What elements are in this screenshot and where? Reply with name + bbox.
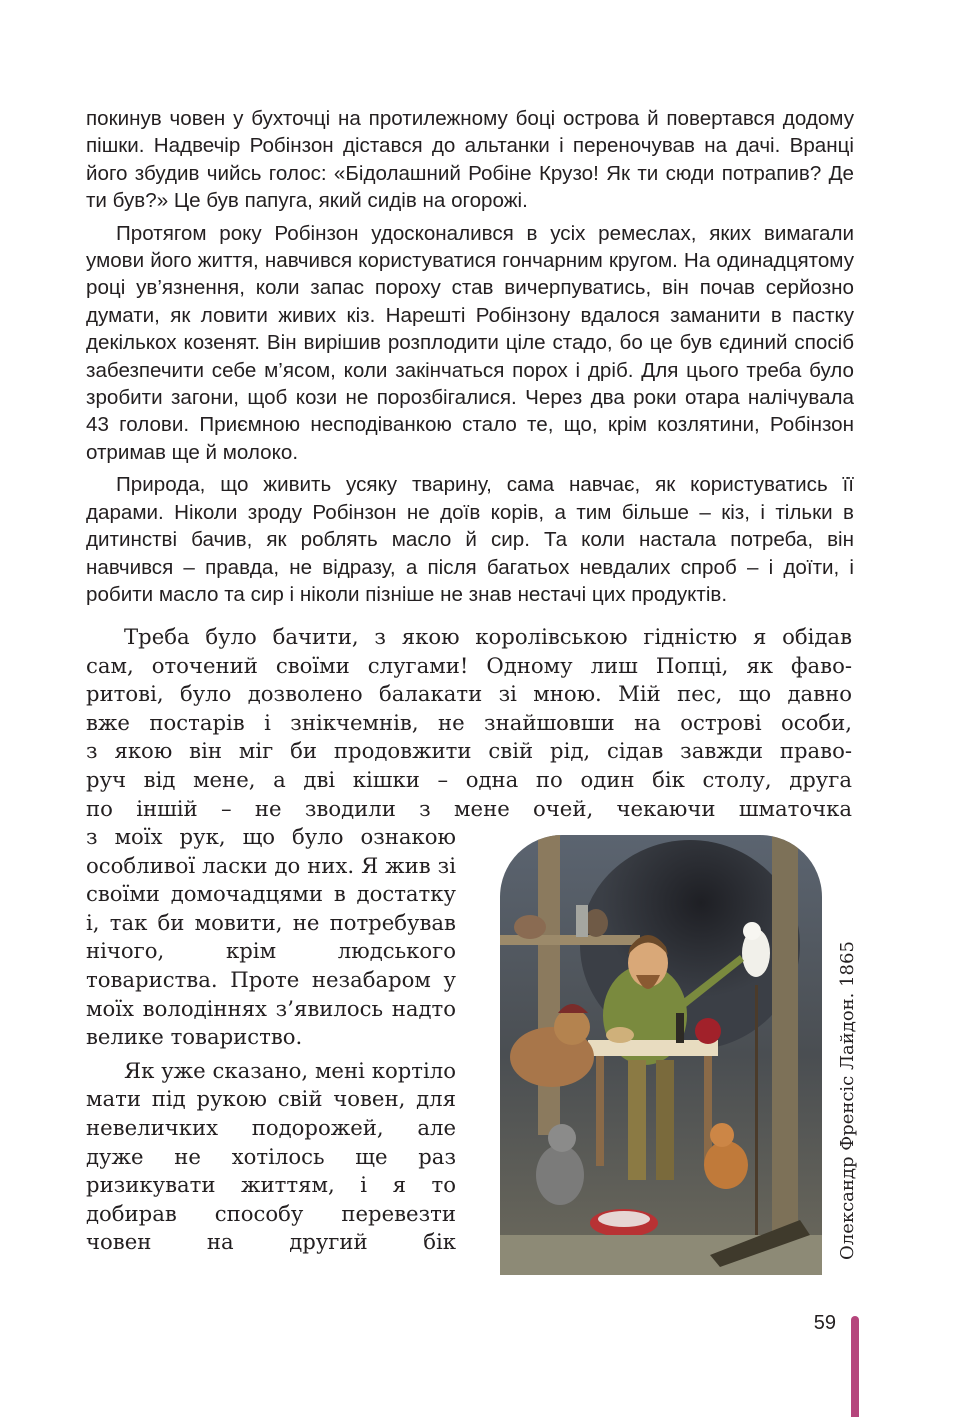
summary-paragraph-2: Протягом року Робінзон удосконалився в усіх ремеслах, яких вимагали умови його життя, навчився користуватися гончарним кругом. На одинадцятому році ув’язнення, коли запас пороху став вичерпуватись, він почав серйозно думати, як ловити живих кіз. Нарешті Робінзону вдалося заманити в пастку декількох козенят. Він вирішив розплодити ціле стадо, бо це був єдиний спосіб забезпечити себе м’ясом, коли закінчаться порох і дріб. Для цього треба було зробити загони, щоб кози не порозбігалися. Через два роки отара налічувала 43 голови. Приємною несподіванкою стало те, що, крім козлятини, Робінзон отримав ще й молоко. (86, 221, 854, 464)
quote-line: по іншій – не зводили з мене очей, чекаючи шматочка (86, 795, 852, 821)
quote-line: руч від мене, а дві кішки – одна по один бік столу, друга (86, 766, 852, 792)
quote-text-wide (86, 623, 852, 823)
summary-text (86, 105, 854, 613)
summary-paragraph-3: Природа, що живить усяку тварину, сама навчає, як користуватись її дарами. Ніколи зроду Робінзон не доїв корів, а тим більше – кіз, і тільки в дитинстві бачив, як роблять масло й сир. Та коли настала потреба, він навчився – правда, не відразу, а після багатьох невдалих спроб – і доїти, і робити масло та сир і ніколи пізніше не знав нестачі цих продуктів. (86, 473, 854, 606)
robinson-dinner-illustration (500, 835, 822, 1275)
quote-column-paragraph-2: Як уже сказано, мені кортіло мати під рукою свій човен, для невеличких подорожей, але дуже не хотілось ще раз ризикувати життям, і я то добирав способу перевезти човен на другий бік (86, 1057, 456, 1255)
quote-line: з якою він міг би продовжити свій рід, сідав завжди право- (86, 738, 852, 764)
quote-line: вже постарів і знікчемнів, не знайшовши на острові особи, (86, 709, 852, 735)
quote-line: сам, оточений своїми слугами! Одному лиш Попці, як фаво- (86, 652, 852, 678)
illustration-caption: Олександр Френсіс Лайдон. 1865 (837, 941, 858, 1260)
quote-text-column (86, 823, 456, 1257)
page-number: 59 (813, 1312, 836, 1334)
quote-column-paragraph-1: з моїх рук, що було ознакою особливої ласки до них. Я жив зі своїми домочадцями в достатку і, так би мовити, не потребував нічого, крім людського товариства. Проте незабаром у моїх володіннях з’явилось надто велике товариство. (86, 824, 456, 1050)
quote-line: ритові, було дозволено балакати зі мною. Мій пес, що давно (86, 681, 852, 707)
illustration-caption-wrap (828, 940, 868, 1280)
quote-line: Треба було бачити, з якою королівською гідністю я обідав (124, 624, 852, 649)
summary-paragraph-1: покинув човен у бухточці на протилежному боці острова й повертався додому пішки. Надвечір Робінзон дістався до альтанки і переночував на дачі. Вранці його збудив чийсь голос: «Бідолашний Робіне Крузо! Як ти сюди потрапив? Де ти був?» Це був папуга, який сидів на огорожі. (86, 107, 854, 213)
page-accent-bar (851, 1316, 859, 1417)
